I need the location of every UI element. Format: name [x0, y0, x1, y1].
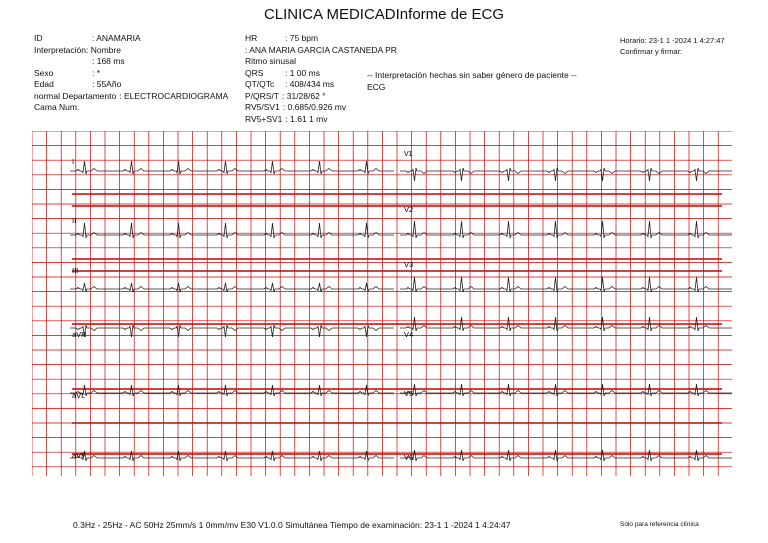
rv5plus-value: : 1.61 1 mv [285, 113, 328, 124]
cama-label: Cama Num. [34, 102, 80, 112]
interpretation-note-line1: -- Interpretación hechas sin saber género de paciente -- [367, 70, 577, 80]
pr-value: : 168 ms [92, 56, 125, 66]
pqrst-value: : 31/28/62 ° [282, 90, 326, 101]
trace-v2 [400, 221, 732, 238]
sexo-value: : * [92, 67, 101, 78]
hr-label: HR [245, 33, 258, 43]
qrs-value: : 1 00 ms [285, 67, 320, 78]
id-label: ID [34, 33, 43, 43]
acquisition-settings: 0.3Hz - 25Hz - AC 50Hz 25mm/s 1 0mm/mv E30 V1.0.0 Simultánea Tiempo de examinación: 23-1 1 -2024 1 4:24:47 [73, 520, 511, 530]
lead-label-v4: V4 [404, 330, 414, 339]
cama-row [34, 102, 228, 114]
edad-row [34, 79, 228, 91]
interpretation-note [367, 70, 577, 93]
clinical-reference-note: Sólo para referencia clínica [620, 521, 699, 528]
lead-label-avl: aVL [72, 391, 86, 400]
sexo-row [34, 68, 228, 80]
trace-i [70, 161, 394, 174]
lead-label-v1: V1 [404, 151, 413, 158]
patient-name-row [245, 45, 397, 57]
hr-value: : 75 bpm [285, 33, 319, 43]
confirm-sign: Confirmar y firmar: [620, 47, 683, 56]
edad-value: : 55Año [92, 79, 122, 89]
patient-info [34, 33, 228, 114]
rhythm-row [245, 56, 397, 68]
department-row [34, 91, 228, 103]
lead-label-v3: V3 [404, 260, 414, 269]
trace-v6 [400, 450, 732, 461]
pqrst-label: P/QRS/T [245, 90, 280, 101]
horario: Horario: 23-1 1 -2024 1 4:27:47 [620, 36, 725, 45]
interpretation-label: Interpretación: Nombre [34, 44, 121, 55]
rv5sv1-row [245, 102, 397, 114]
department-value: : ELECTROCARDIOGRAMA [119, 90, 229, 101]
trace-v3 [400, 277, 732, 292]
grid-lines [32, 131, 732, 476]
rhythm: Ritmo sinusal [245, 56, 297, 66]
qt-value: : 408/434 ms [285, 79, 335, 89]
id-value: : ANAMARIA [92, 33, 141, 43]
sexo-label: Sexo [34, 67, 54, 78]
lead-label-v5: V5 [404, 389, 414, 398]
pr-value-row [34, 56, 228, 68]
department-label: normal Departamento [34, 90, 117, 101]
trace-ii [70, 223, 394, 238]
id-row [34, 33, 228, 45]
edad-label: Edad [34, 79, 54, 89]
lead-label-v2: V2 [404, 205, 414, 214]
lead-label-avf: aVF [72, 451, 86, 460]
lead-label-iii: III [72, 266, 79, 275]
hr-row [245, 33, 397, 45]
qt-label: QT/QTc [245, 79, 275, 89]
rv5plus-label: RV5+SV1 [245, 113, 283, 124]
trace-avl [70, 385, 394, 396]
lead-label-avr: aVR [72, 330, 87, 339]
interpretation-note-line2: ECG [367, 81, 386, 92]
trace-iii [70, 283, 394, 292]
trace-v5 [400, 384, 732, 396]
lead-label-v6: V6 [404, 453, 414, 462]
rv5sv1-label: RV5/SV1 [245, 102, 280, 112]
rv5plus-row [245, 114, 397, 126]
time-info [620, 35, 725, 57]
ecg-grid [32, 131, 732, 476]
qrs-label: QRS [245, 67, 264, 78]
rv5sv1-value: : 0.685/0.926 mv [282, 102, 347, 112]
lead-label-ii: II [72, 216, 77, 225]
lead-label-i: I [72, 157, 75, 166]
report-title: CLINICA MEDICADInforme de ECG [263, 6, 505, 23]
patient-name: : ANA MARIA GARCIA CASTANEDA PR [245, 44, 397, 55]
interpretation-row [34, 45, 228, 57]
